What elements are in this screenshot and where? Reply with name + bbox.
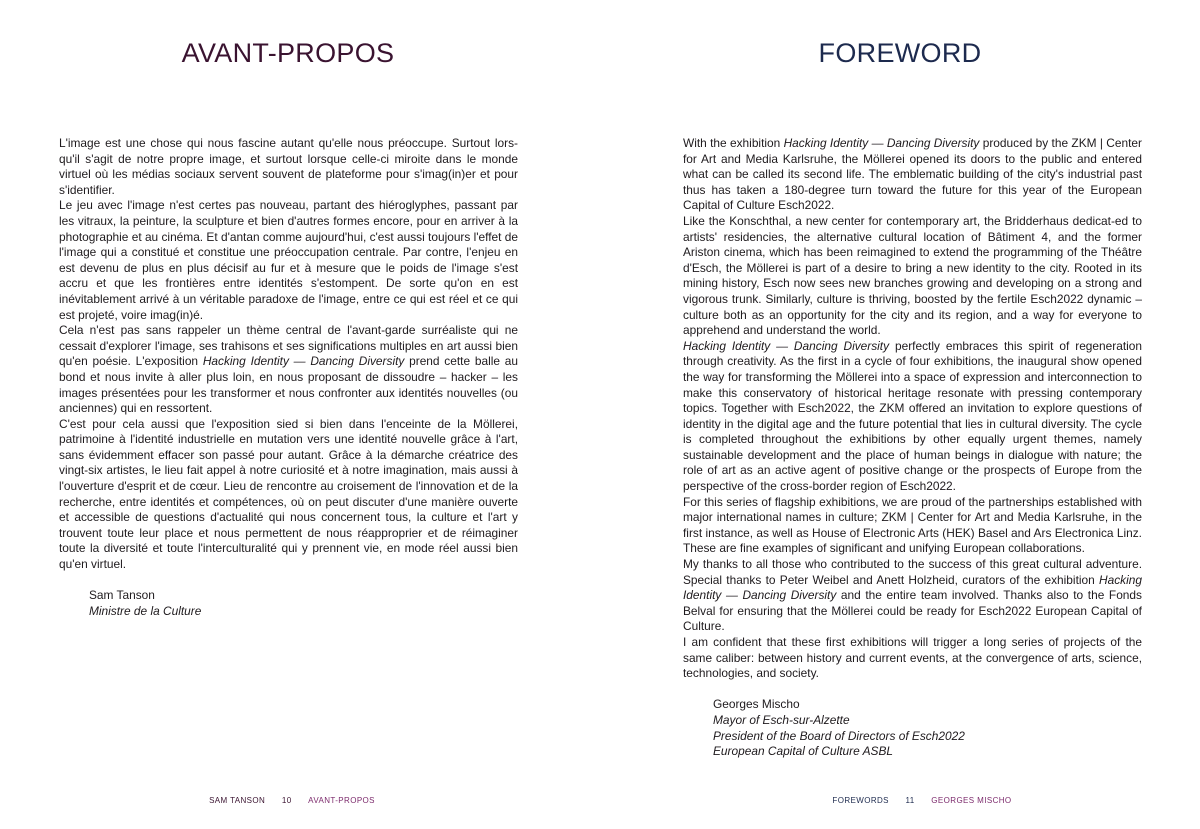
- right-page: [600, 0, 1200, 829]
- signature-role: Mayor of Esch-sur-Alzette: [713, 712, 850, 727]
- signature-role: European Capital of Culture ASBL: [713, 744, 894, 759]
- footer-section: FOREWORDS: [832, 796, 889, 805]
- paragraph: [683, 339, 1142, 495]
- exhibition-title: Hacking Identity — Dancing Diversity: [683, 572, 1142, 603]
- footer-section: AVANT-PROPOS: [308, 796, 375, 805]
- text-run: and the entire team involved. Thanks also to the Fonds Belval for ensuring that the Möllerei could be ready for Esch2022 European Capital of Culture.: [683, 588, 1142, 634]
- body-text: [683, 136, 1142, 760]
- paragraph: [59, 323, 518, 417]
- text-run: Cela n'est pas sans rappeler un thème central de l'avant-garde surréaliste qui ne cessait d'explorer l'image, ses trahisons et ses significations multiples en art aussi bien qu'en poésie. L'exposition: [59, 323, 518, 369]
- text-run: My thanks to all those who contributed to the success of this great cultural adventure. Special thanks to Peter Weibel and Anett Holzheid, curators of the exhibition: [683, 557, 1142, 587]
- signature-role: President of the Board of Directors of Esch2022: [713, 728, 965, 743]
- text-run: With the exhibition: [683, 136, 784, 150]
- text-run: produced by the ZKM | Center for Art and Media Karlsruhe, the Möllerei opened its doors to the public and entered what can be called its second life. The emblematic building of the city's industrial past thus has taken a 180-degree turn toward the future for this year of the European Capital of Culture Esch2022.: [683, 136, 1142, 213]
- exhibition-title: Hacking Identity — Dancing Diversity: [683, 338, 890, 353]
- footer-author: SAM TANSON: [209, 796, 266, 805]
- paragraph: L'image est une chose qui nous fascine autant qu'elle nous préoccupe. Surtout lors-qu'il s'agit de notre propre image, et surtout lorsque celle-ci miroite dans le monde virtuel où les médias sociaux servent souvent de plateforme pour s'imag(in)er et pour s'identifier.: [59, 136, 518, 197]
- footer-author: GEORGES MISCHO: [931, 796, 1012, 805]
- paragraph: [683, 557, 1142, 635]
- page-number: 10: [281, 796, 292, 805]
- paragraph: C'est pour cela aussi que l'exposition sied si bien dans l'enceinte de la Möllerei, patrimoine à l'identité industrielle en mutation vers une identité nouvelle grâce à l'art, sans évidemment effacer son passé pour autant. Grâce à la démarche créatrice des vingt-six artistes, le lieu fait appel à notre curiosité et à notre imagination, mais aussi à l'ouverture d'esprit et de cœur. Lieu de rencontre au croisement de l'innovation et de la recherche, entre identités et compétences, où on peut discuter d'une manière ouverte et accessible de questions d'actualité qui nous concernent tous, la culture et l'art y trouvent toute leur place et nous permettent de nous réapproprier et de réimaginer toute la diversité et toute l'interculturalité qui y prennent vie, en mode réel aussi bien qu'en virtuel.: [59, 416, 518, 572]
- paragraph: Like the Konschthal, a new center for contemporary art, the Bridderhaus dedicat-ed to artists' residencies, the alternative cultural location of Bâtiment 4, and the former Ariston cinema, which has been reimagined to extend the programming of the Théâtre d'Esch, the Möllerei is part of a desire to bring a new identity to the city. Rooted in its mining history, Esch now sees new branches growing and developing on a strong and vigorous trunk. Similarly, culture is thriving, boosted by the fertile Esch2022 dynamic – culture both as an opportunity for the city and its region, and a way for everyone to apprehend and understand the world.: [683, 213, 1142, 338]
- page-footer: [622, 796, 1200, 805]
- paragraph: For this series of flagship exhibitions, we are proud of the partnerships established with major international names in culture; ZKM | Center for Art and Media Karlsruhe, in the first instance, as well as House of Electronic Arts (HEK) Basel and Ars Electronica Linz. These are fine examples of significant and unifying European collaborations.: [683, 494, 1142, 556]
- signature-block: [683, 697, 1142, 759]
- page-title: AVANT-PROPOS: [181, 38, 395, 68]
- exhibition-title: Hacking Identity — Dancing Diversity: [783, 136, 980, 150]
- signature-role: Ministre de la Culture: [89, 603, 202, 618]
- body-text: [59, 136, 518, 619]
- signature-name: Sam Tanson: [89, 588, 155, 603]
- text-run: perfectly embraces this spirit of regeneration through creativity. As the first in a cycle of four exhibitions, the inaugural show opened the way for transforming the Möllerei into a space of expression and interconnection to make this conservatory of historical heritage resonate with pressing contemporary topics. Together with Esch2022, the ZKM offered an invitation to explore questions of identity in the digital age and the future potential that lies in cultural diversity. The cycle is completed throughout the exhibitions by other equally urgent themes, namely sustainable development and the place of human beings in dialogue with nature; the role of art as an active agent of positive change or the prospects of Europe from the perspective of the cross-border region of Esch2022.: [683, 338, 1142, 494]
- page-number: 11: [905, 796, 915, 805]
- paragraph: [683, 136, 1142, 214]
- paragraph: I am confident that these first exhibitions will trigger a long series of projects of the same caliber: between history and current events, at the convergence of arts, science, technologies, and society.: [683, 635, 1142, 681]
- signature-name: Georges Mischo: [713, 697, 800, 712]
- paragraph: Le jeu avec l'image n'est certes pas nouveau, partant des hiéroglyphes, passant par les vitraux, la peinture, la sculpture et bien d'autres formes encore, pour en arriver à la photographie et au cinéma. Et d'antan comme aujourd'hui, c'est aussi toujours l'effet de l'image qui a constitué et constitue une préoccupation centrale. Par contre, l'enjeu en est devenu de plus en plus décisif au fur et à mesure que le poids de l'image s'est accru et que les frontières entre identités s'estompent. De sorte qu'on en est inévitablement arrivé à un véritable paradoxe de l'image, entre ce qui est réel et ce qui est projeté, voire imag(in)é.: [59, 198, 519, 322]
- text-run: prend cette balle au bond et nous invite à aller plus loin, en nous proposant de dissoudre – hacker – les images présentées pour les transformer et nous confronter aux identités nouvelles (ou anciennes) qui en ressortent.: [59, 354, 518, 416]
- exhibition-title: Hacking Identity — Dancing Diversity: [202, 354, 405, 369]
- page-footer: [0, 796, 592, 805]
- page-title: FOREWORD: [818, 38, 982, 68]
- signature-block: [59, 588, 518, 619]
